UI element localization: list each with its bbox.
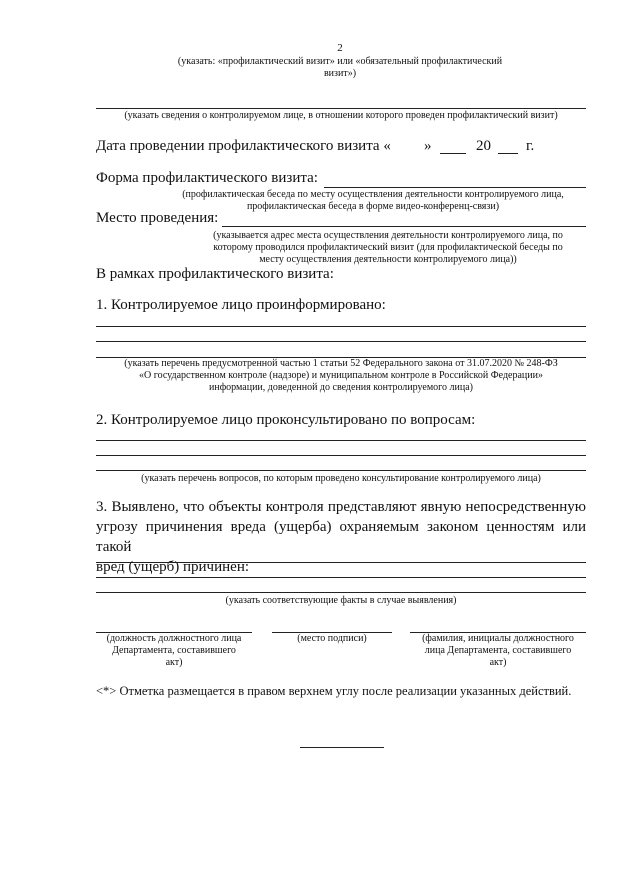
visit-place-label: Место проведения: [96,210,219,226]
visit-form-hint [160,189,586,213]
section3-hint: (указать соответствующие факты в случае выявления) [225,595,457,606]
visit-date-label: Дата проведении профилактического визита « [96,138,391,154]
section2-line [96,470,586,471]
visit-place-line [222,226,586,227]
visit-form-line [324,187,586,188]
section2-title: 2. Контролируемое лицо проконсультировано по вопросам: [96,412,476,428]
signature-name-hint-line: (фамилия, инициалы должностного [422,633,574,644]
visit-form-hint-line: профилактическая беседа в форме видео-конференц-связи) [246,201,500,212]
date-month-blank [440,153,466,154]
date-year-prefix: 20 [476,138,491,154]
section2-hint: (указать перечень вопросов, по которым проведено консультирование контролируемого лица) [141,473,541,484]
signature-position-hint [96,633,252,669]
footnote: <*> Отметка размещается в правом верхнем углу после реализации указанных действий. [96,684,572,698]
within-visit-heading: В рамках профилактического визита: [96,266,334,282]
controlled-person-hint: (указать сведения о контролируемом лице, в отношении которого проведен профилактический визит) [124,110,558,121]
visit-form-label: Форма профилактического визита: [96,170,318,186]
controlled-person-line [96,108,586,109]
section3-line: угрозу причинения вреда (ущерба) охраняемым законом ценностям или такой [96,519,586,555]
visit-place-hint [190,230,586,266]
signature-position-hint-line: (должность должностного лица [106,633,242,644]
section1-hint [96,358,586,394]
visit-type-hint-line: визит») [323,68,357,79]
signature-name-hint [408,633,588,669]
section3-text [96,497,586,577]
section1-hint-line: «О государственном контроле (надзоре) и муниципальном контроле в Российской Федерации» [139,370,543,381]
section3-line-blank [96,592,586,593]
closing-rule [300,747,384,748]
page-number: 2 [337,42,343,54]
visit-place-hint-line: которому проводился профилактический визит (для профилактической беседы по [213,242,563,253]
visit-place-hint-line: месту осуществления деятельности контролируемого лица)) [259,254,517,265]
visit-form-hint-line: (профилактическая беседа по месту осуществления деятельности контролируемого лица, [182,189,564,200]
signature-position-hint-line: Департамента, составившего [112,645,236,656]
visit-date-line [96,138,596,158]
section3-line-blank [96,577,586,578]
date-year-blank [498,153,518,154]
section1-hint-line: информации, доведенной до сведения контролируемого лица) [209,382,473,393]
visit-place-hint-line: (указывается адрес места осуществления деятельности контролируемого лица, по [213,230,563,241]
visit-type-hint-line: (указать: «профилактический визит» или «обязательный профилактический [177,56,503,67]
visit-type-hint [130,56,550,80]
section3-line-blank [96,562,586,563]
section1-line [96,326,586,327]
date-close-quote: » [424,138,432,154]
signature-name-hint-line: акт) [489,657,507,668]
section3-line: 3. Выявлено, что объекты контроля представляют явную непосредственную [96,499,586,515]
section2-line [96,455,586,456]
signature-place-hint: (место подписи) [297,633,367,644]
date-year-suffix: г. [526,138,535,154]
signature-name-hint-line: лица Департамента, составившего [424,645,572,656]
section1-line [96,341,586,342]
section1-hint-line: (указать перечень предусмотренной частью 1 статьи 52 Федерального закона от 31.07.2020 № 248-ФЗ [124,358,558,369]
section2-line [96,440,586,441]
section1-title: 1. Контролируемое лицо проинформировано: [96,297,386,313]
signature-position-hint-line: акт) [165,657,183,668]
section3-last-line: вред (ущерб) причинен: [96,559,250,575]
